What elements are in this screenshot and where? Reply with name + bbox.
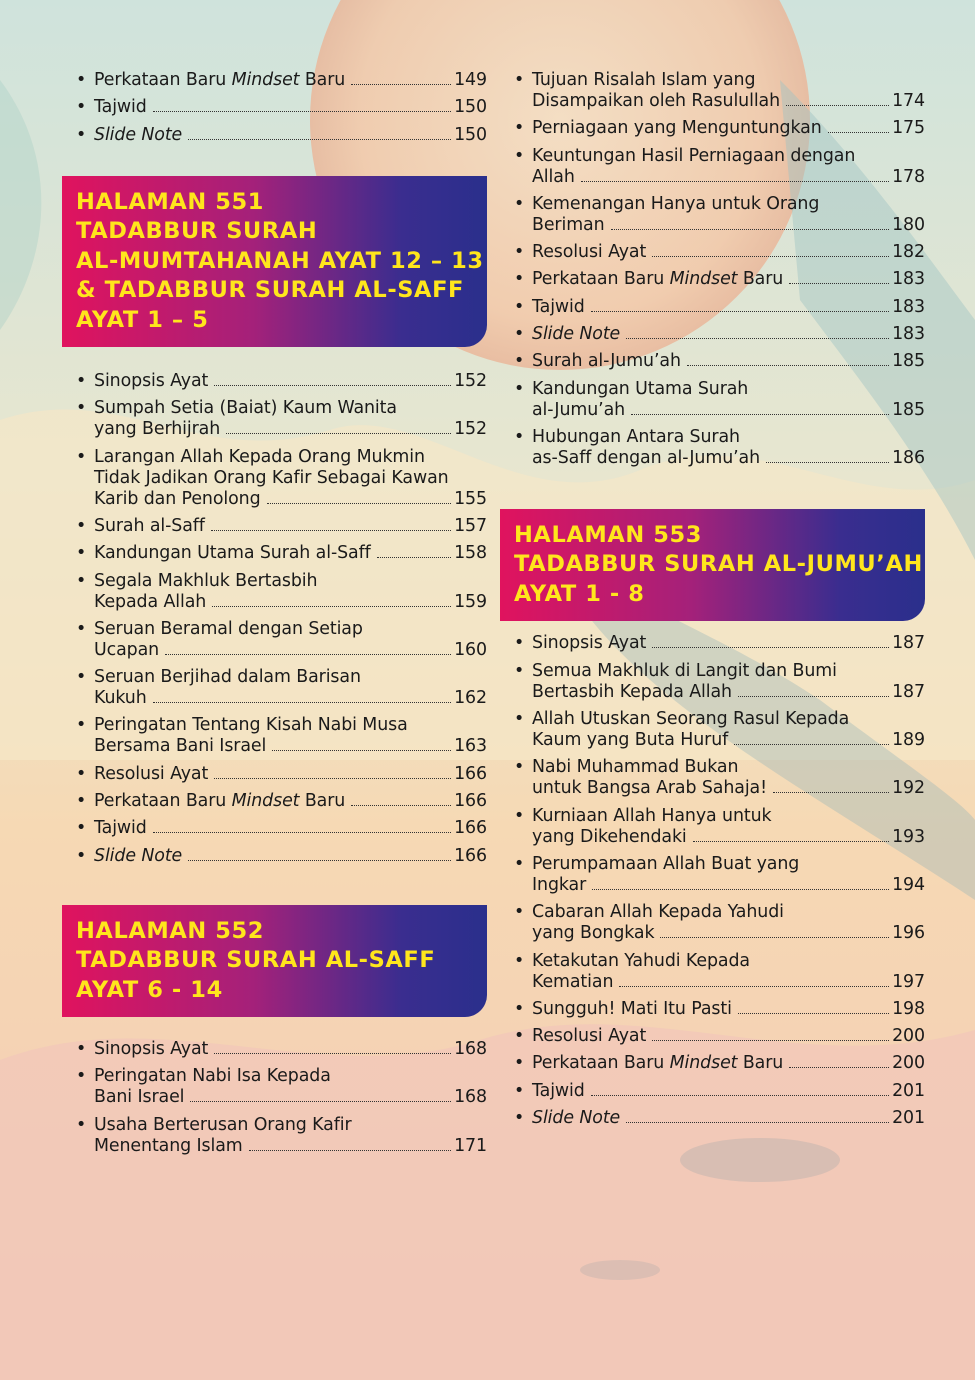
page-number: 174	[892, 91, 925, 111]
entry-title: Tajwid	[532, 1080, 585, 1101]
toc-entry	[514, 379, 925, 421]
entry-title: Usaha Berterusan Orang Kafir	[94, 1114, 352, 1135]
dot-leader	[591, 311, 889, 312]
bullet-icon: •	[76, 515, 87, 536]
section-heading-line: TADABBUR SURAH	[76, 218, 318, 245]
entry-title: Allah	[532, 166, 575, 187]
dot-leader	[214, 778, 451, 779]
toc-entry	[514, 1026, 925, 1047]
bullet-icon: •	[514, 70, 525, 90]
dot-leader	[211, 530, 451, 531]
bullet-icon: •	[514, 145, 525, 166]
bullet-icon: •	[514, 757, 525, 778]
toc-entry	[76, 1039, 487, 1060]
page-number: 201	[892, 1080, 925, 1101]
bullet-icon: •	[76, 398, 87, 419]
bullet-icon: •	[514, 998, 525, 1019]
bullet-icon: •	[514, 269, 525, 290]
toc-entry	[76, 371, 487, 392]
toc-entry	[514, 351, 925, 372]
dot-leader	[734, 744, 889, 745]
entry-title: Peringatan Nabi Isa Kepada	[94, 1066, 331, 1087]
dot-leader	[631, 414, 889, 415]
bullet-icon: •	[76, 791, 87, 812]
bullet-icon: •	[76, 124, 87, 145]
entry-title: Semua Makhluk di Langit dan Bumi	[532, 660, 837, 681]
entry-title: Sumpah Setia (Baiat) Kaum Wanita	[94, 398, 397, 419]
bullet-icon: •	[76, 1039, 87, 1060]
bullet-icon: •	[514, 351, 525, 372]
dot-leader	[652, 647, 889, 648]
entry-title: Tidak Jadikan Orang Kafir Sebagai Kawan	[94, 467, 449, 488]
section-heading-552	[62, 905, 487, 1018]
bullet-icon: •	[514, 1026, 525, 1047]
entry-title: Ketakutan Yahudi Kepada	[532, 950, 750, 971]
section-heading-line: AYAT 6 - 14	[76, 976, 223, 1003]
entry-title: Resolusi Ayat	[532, 242, 647, 263]
section-heading-line: AYAT 1 – 5	[76, 306, 209, 333]
toc-entry	[514, 194, 925, 236]
bullet-icon: •	[514, 426, 525, 447]
entry-title: Perumpamaan Allah Buat yang	[532, 853, 800, 874]
entry-title: Sinopsis Ayat	[532, 633, 647, 654]
entry-title: Segala Makhluk Bertasbih	[94, 570, 318, 591]
toc-entry	[514, 709, 925, 751]
entry-title: Beriman	[532, 214, 605, 235]
bullet-icon: •	[76, 543, 87, 564]
page-number: 183	[892, 296, 925, 317]
toc-entry	[76, 764, 487, 785]
entry-title: Resolusi Ayat	[532, 1026, 647, 1047]
entry-title: Perkataan Baru Mindset Baru	[94, 70, 346, 90]
entry-title: Slide Note	[94, 124, 183, 145]
bullet-icon: •	[514, 805, 525, 826]
page-number: 182	[892, 242, 925, 263]
section-551-list	[62, 371, 487, 867]
toc-entry	[514, 1081, 925, 1102]
page-number: 185	[892, 399, 925, 420]
toc-entry	[514, 427, 925, 469]
entry-title: Slide Note	[94, 845, 183, 866]
toc-entry	[76, 447, 487, 510]
section-heading-line: TADABBUR SURAH AL-JUMU’AH	[514, 551, 923, 578]
dot-leader	[153, 702, 451, 703]
entry-title: Slide Note	[532, 1108, 621, 1129]
entry-title: Sungguh! Mati Itu Pasti	[532, 998, 732, 1019]
page-number: 152	[454, 419, 487, 440]
entry-title: as-Saff dengan al-Jumu’ah	[532, 447, 761, 468]
toc-entry	[514, 951, 925, 993]
section-heading-line: AL-MUMTAHANAH AYAT 12 – 13	[76, 247, 484, 274]
page-number: 178	[892, 166, 925, 187]
toc-entry	[76, 846, 487, 867]
section-heading-line: AYAT 1 - 8	[514, 580, 645, 607]
dot-leader	[226, 433, 451, 434]
entry-title: Resolusi Ayat	[94, 763, 209, 784]
bullet-icon: •	[514, 1053, 525, 1074]
page-number: 192	[892, 778, 925, 799]
bullet-icon: •	[514, 1108, 525, 1129]
toc-entry	[514, 269, 925, 290]
toc-entry	[514, 324, 925, 345]
page-number: 196	[892, 923, 925, 944]
bullet-icon: •	[76, 1114, 87, 1135]
toc-entry	[76, 571, 487, 613]
entry-title: Hubungan Antara Surah	[532, 426, 740, 447]
dot-leader	[214, 385, 451, 386]
dot-leader	[619, 986, 889, 987]
page-number: 159	[454, 591, 487, 612]
toc-entry	[76, 791, 487, 812]
entry-title: Kukuh	[94, 688, 147, 709]
section-heading-line: & TADABBUR SURAH AL-SAFF	[76, 277, 465, 304]
dot-leader	[212, 606, 451, 607]
bullet-icon: •	[514, 709, 525, 730]
toc-entry	[76, 715, 487, 757]
toc-entry	[76, 619, 487, 661]
toc-entry	[514, 1053, 925, 1074]
page-number: 166	[454, 845, 487, 866]
left-column	[62, 70, 487, 1163]
page-number: 185	[892, 351, 925, 372]
toc-entry	[514, 1108, 925, 1129]
entry-title: Disampaikan oleh Rasulullah	[532, 91, 781, 111]
entry-title: Tajwid	[94, 97, 147, 118]
entry-title: yang Berhijrah	[94, 419, 221, 440]
page-number: 158	[454, 543, 487, 564]
left-top-list	[62, 70, 487, 146]
entry-title: Bertasbih Kepada Allah	[532, 681, 732, 702]
toc-entry	[76, 818, 487, 839]
bullet-icon: •	[76, 763, 87, 784]
toc-entry	[76, 543, 487, 564]
dot-leader	[773, 792, 889, 793]
bullet-icon: •	[514, 633, 525, 654]
dot-leader	[652, 1040, 889, 1041]
bullet-icon: •	[514, 950, 525, 971]
dot-leader	[188, 860, 451, 861]
page-number: 152	[454, 371, 487, 392]
dot-leader	[693, 841, 889, 842]
bullet-icon: •	[514, 296, 525, 317]
bullet-icon: •	[76, 845, 87, 866]
dot-leader	[351, 84, 451, 85]
dot-leader	[738, 1013, 889, 1014]
dot-leader	[581, 181, 889, 182]
page-number: 157	[454, 515, 487, 536]
toc-entry	[76, 1115, 487, 1157]
page-number: 189	[892, 730, 925, 751]
entry-title: Sinopsis Ayat	[94, 1039, 209, 1060]
toc-entry	[514, 806, 925, 848]
entry-title: Sinopsis Ayat	[94, 371, 209, 392]
page-number: 168	[454, 1087, 487, 1108]
entry-title: untuk Bangsa Arab Sahaja!	[532, 778, 767, 799]
page-number: 183	[892, 324, 925, 345]
page-number: 197	[892, 971, 925, 992]
bullet-icon: •	[76, 446, 87, 467]
right-column	[500, 70, 925, 1135]
dot-leader	[738, 696, 889, 697]
section-heading-line: HALAMAN 553	[514, 521, 703, 548]
dot-leader	[766, 462, 889, 463]
page-number: 194	[892, 874, 925, 895]
entry-title: Tajwid	[94, 818, 147, 839]
toc-entry	[514, 297, 925, 318]
dot-leader	[267, 503, 452, 504]
entry-title: Kandungan Utama Surah	[532, 378, 749, 399]
section-553-list	[500, 633, 925, 1129]
entry-title: Bani Israel	[94, 1087, 185, 1108]
bullet-icon: •	[76, 70, 87, 90]
page-number: 180	[892, 214, 925, 235]
entry-title: Kaum yang Buta Huruf	[532, 730, 729, 751]
bullet-icon: •	[514, 1080, 525, 1101]
dot-leader	[626, 338, 889, 339]
toc-entry	[76, 1066, 487, 1108]
entry-title: Larangan Allah Kepada Orang Mukmin	[94, 446, 425, 467]
section-heading-line: HALAMAN 552	[76, 917, 265, 944]
dot-leader	[789, 283, 889, 284]
section-heading-line: TADABBUR SURAH AL-SAFF	[76, 947, 436, 974]
entry-title: Keuntungan Hasil Perniagaan dengan	[532, 145, 856, 166]
dot-leader	[786, 105, 889, 106]
page-number: 168	[454, 1039, 487, 1060]
bullet-icon: •	[76, 618, 87, 639]
entry-title: Slide Note	[532, 324, 621, 345]
toc-entry	[514, 854, 925, 896]
dot-leader	[377, 557, 451, 558]
dot-leader	[214, 1053, 451, 1054]
page-number: 166	[454, 791, 487, 812]
page-number: 149	[454, 70, 487, 90]
entry-title: Seruan Berjihad dalam Barisan	[94, 667, 361, 688]
dot-leader	[687, 365, 889, 366]
entry-title: Tujuan Risalah Islam yang	[532, 70, 756, 90]
page-number: 198	[892, 998, 925, 1019]
bullet-icon: •	[514, 660, 525, 681]
page-number: 201	[892, 1108, 925, 1129]
bullet-icon: •	[76, 371, 87, 392]
entry-title: Ingkar	[532, 874, 587, 895]
bullet-icon: •	[76, 818, 87, 839]
toc-entry	[514, 118, 925, 139]
entry-title: Peringatan Tentang Kisah Nabi Musa	[94, 715, 408, 736]
entry-title: Cabaran Allah Kepada Yahudi	[532, 902, 784, 923]
entry-title: Tajwid	[532, 296, 585, 317]
page-number: 150	[454, 124, 487, 145]
toc-entry	[514, 633, 925, 654]
bullet-icon: •	[514, 853, 525, 874]
entry-title: al-Jumu’ah	[532, 399, 626, 420]
entry-title: Allah Utuskan Seorang Rasul Kepada	[532, 709, 850, 730]
dot-leader	[165, 654, 451, 655]
dot-leader	[190, 1101, 451, 1102]
toc-entry	[76, 667, 487, 709]
entry-title: Surah al-Saff	[94, 515, 205, 536]
toc-entry	[514, 661, 925, 703]
page-number: 166	[454, 818, 487, 839]
dot-leader	[188, 139, 451, 140]
toc-entry	[514, 242, 925, 263]
section-552-list	[62, 1039, 487, 1157]
toc-entry	[514, 902, 925, 944]
bullet-icon: •	[76, 715, 87, 736]
dot-leader	[153, 832, 451, 833]
dot-leader	[272, 750, 451, 751]
page-number: 163	[454, 736, 487, 757]
toc-entry	[514, 146, 925, 188]
bullet-icon: •	[514, 118, 525, 139]
dot-leader	[351, 805, 451, 806]
toc-entry	[514, 999, 925, 1020]
bullet-icon: •	[76, 667, 87, 688]
page-number: 160	[454, 639, 487, 660]
entry-title: Kurniaan Allah Hanya untuk	[532, 805, 772, 826]
dot-leader	[652, 256, 889, 257]
dot-leader	[591, 1095, 889, 1096]
page-number: 171	[454, 1135, 487, 1156]
section-heading-553	[500, 509, 925, 622]
bullet-icon: •	[514, 378, 525, 399]
dot-leader	[249, 1150, 451, 1151]
page-number: 186	[892, 447, 925, 468]
bullet-icon: •	[76, 570, 87, 591]
entry-title: Kemenangan Hanya untuk Orang	[532, 193, 820, 214]
dot-leader	[789, 1067, 889, 1068]
toc-entry	[76, 398, 487, 440]
entry-title: Perniagaan yang Menguntungkan	[532, 118, 822, 139]
entry-title: Perkataan Baru Mindset Baru	[94, 791, 346, 812]
entry-title: Kandungan Utama Surah al-Saff	[94, 543, 371, 564]
dot-leader	[611, 229, 890, 230]
page-number: 162	[454, 688, 487, 709]
bullet-icon: •	[76, 97, 87, 118]
entry-title: Kematian	[532, 971, 614, 992]
right-top-list	[500, 70, 925, 469]
page-number: 200	[892, 1026, 925, 1047]
page-number: 175	[892, 118, 925, 139]
toc-entry	[76, 70, 487, 91]
entry-title: yang Bongkak	[532, 923, 655, 944]
page-number: 166	[454, 763, 487, 784]
dot-leader	[592, 889, 889, 890]
entry-title: Nabi Muhammad Bukan	[532, 757, 739, 778]
bullet-icon: •	[514, 902, 525, 923]
page-number: 187	[892, 681, 925, 702]
entry-title: Bersama Bani Israel	[94, 736, 267, 757]
toc-entry	[76, 516, 487, 537]
section-heading-line: HALAMAN 551	[76, 188, 265, 215]
page-number: 150	[454, 97, 487, 118]
page-number: 183	[892, 269, 925, 290]
toc-entry	[76, 97, 487, 118]
bullet-icon: •	[514, 193, 525, 214]
entry-title: Perkataan Baru Mindset Baru	[532, 269, 784, 290]
entry-title: Surah al-Jumu’ah	[532, 351, 681, 372]
dot-leader	[153, 111, 451, 112]
section-heading-551	[62, 176, 487, 348]
page-number: 155	[454, 488, 487, 509]
page-number: 193	[892, 826, 925, 847]
bullet-icon: •	[76, 1066, 87, 1087]
bullet-icon: •	[514, 324, 525, 345]
toc-entry	[76, 125, 487, 146]
dot-leader	[828, 132, 889, 133]
dot-leader	[626, 1122, 889, 1123]
entry-title: Ucapan	[94, 639, 160, 660]
entry-title: Kepada Allah	[94, 591, 207, 612]
entry-title: Perkataan Baru Mindset Baru	[532, 1053, 784, 1074]
toc-entry	[514, 757, 925, 799]
entry-title: Karib dan Penolong	[94, 488, 261, 509]
toc-entry	[514, 70, 925, 112]
entry-title: Menentang Islam	[94, 1135, 243, 1156]
dot-leader	[660, 937, 889, 938]
entry-title: yang Dikehendaki	[532, 826, 687, 847]
page-number: 187	[892, 633, 925, 654]
entry-title: Seruan Beramal dengan Setiap	[94, 618, 363, 639]
page-number: 200	[892, 1053, 925, 1074]
bullet-icon: •	[514, 242, 525, 263]
